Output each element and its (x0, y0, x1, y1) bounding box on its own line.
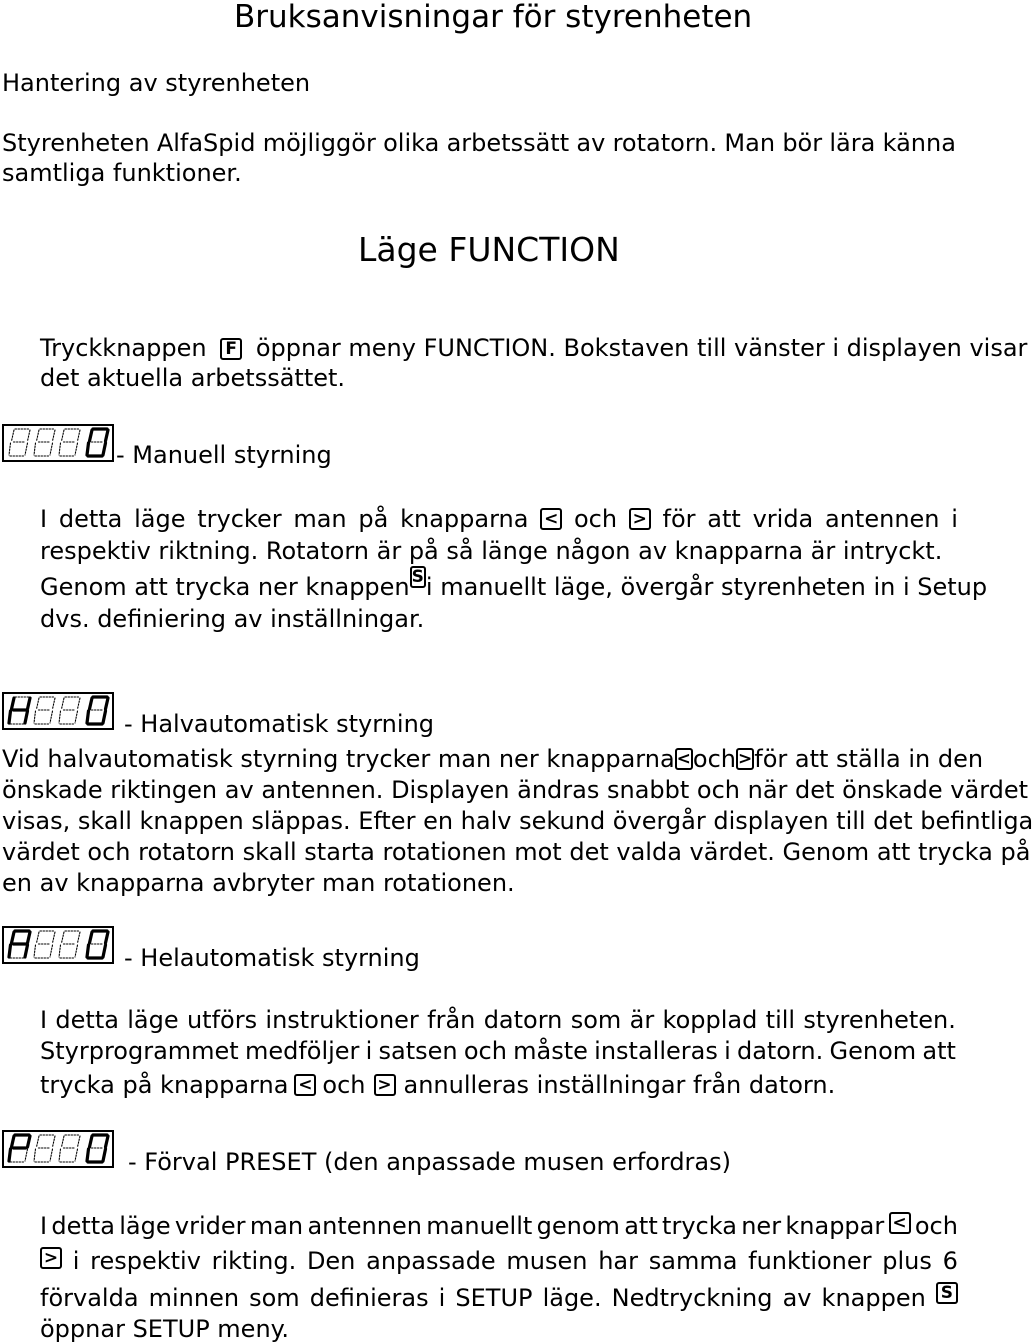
left-arrow-key-icon: < (294, 1074, 316, 1096)
display-digit-2 (34, 429, 55, 456)
function-line-1: Tryckknappen F öppnar meny FUNCTION. Bokstaven till vänster i displayen visar (40, 334, 1028, 362)
left-arrow-key-icon: < (540, 508, 562, 530)
section-heading: Hantering av styrenheten (2, 69, 311, 97)
display-digit-2 (34, 1135, 55, 1162)
preset-line-1: I detta läge vrider man antennen manuellt genom att trycka ner knappar < och (40, 1212, 958, 1240)
semi-label: - Halvautomatisk styrning (124, 710, 435, 738)
preset-label: - Förval PRESET (den anpassade musen erfordras) (128, 1148, 731, 1176)
display-digit-3 (59, 1135, 80, 1162)
page-title: Bruksanvisningar för styrenheten (234, 0, 753, 35)
manual-line-3: Genom att trycka ner knappen S i manuellt läge, övergår styrenheten in i Setup (40, 566, 988, 601)
semi-line-2: önskade riktingen av antennen. Displayen ändras snabbt och när det önskade värdet (2, 776, 1029, 804)
intro-line-1: Styrenheten AlfaSpid möjliggör olika arbetssätt av rotatorn. Man bör lära känna (2, 129, 956, 157)
preset-line-4: öppnar SETUP meny. (40, 1315, 290, 1343)
semi-line-3: visas, skall knappen släppas. Efter en halv sekund övergår displayen till det befintliga (2, 807, 1033, 835)
display-digit-4 (87, 931, 108, 958)
left-arrow-key-icon: < (676, 748, 691, 769)
f-key-icon: F (220, 338, 242, 360)
manual-line-4: dvs. definiering av inställningar. (40, 605, 425, 633)
display-digit-2 (34, 697, 55, 724)
display-digit-1 (9, 1135, 30, 1162)
intro-line-2: samtliga funktioner. (2, 159, 242, 187)
preset-display (2, 1130, 114, 1168)
display-digit-3 (59, 429, 80, 456)
display-digit-2 (34, 931, 55, 958)
auto-line-3: trycka på knapparna < och > annulleras inställningar från datorn. (40, 1071, 836, 1099)
display-digit-1 (9, 429, 30, 456)
left-arrow-key-icon: < (889, 1212, 911, 1234)
right-arrow-key-icon: > (40, 1247, 62, 1269)
s-key-icon: S (936, 1282, 958, 1304)
function-heading: Läge FUNCTION (358, 230, 620, 269)
preset-line-3: förvalda minnen som definieras i SETUP läge. Nedtryckning av knappen S (40, 1283, 958, 1313)
display-digit-4 (87, 1135, 108, 1162)
auto-display (2, 926, 114, 964)
manual-label: - Manuell styrning (116, 441, 332, 469)
right-arrow-key-icon: > (374, 1074, 396, 1096)
s-key-icon: S (411, 566, 424, 587)
auto-line-2: Styrprogrammet medföljer i satsen och måste installeras i datorn. Genom att (40, 1037, 956, 1065)
display-digit-1 (9, 697, 30, 724)
display-digit-3 (59, 931, 80, 958)
display-digit-3 (59, 697, 80, 724)
preset-line-2: > i respektiv rikting. Den anpassade musen har samma funktioner plus 6 (40, 1246, 958, 1276)
display-digit-4 (87, 697, 108, 724)
right-arrow-key-icon: > (738, 748, 753, 769)
manual-line-2: respektiv riktning. Rotatorn är på så länge någon av knapparna är intryckt. (40, 537, 943, 565)
manual-line-1: I detta läge trycker man på knapparna < och > för att vrida antennen i (40, 505, 958, 533)
semi-line-4: värdet och rotatorn skall starta rotationen mot det valda värdet. Genom att trycka på (2, 838, 1031, 866)
auto-label: - Helautomatisk styrning (124, 944, 420, 972)
manual-display (2, 424, 114, 462)
function-line-2: det aktuella arbetssättet. (40, 364, 346, 392)
auto-line-1: I detta läge utförs instruktioner från datorn som är kopplad till styrenheten. (40, 1006, 956, 1034)
display-digit-4 (87, 429, 108, 456)
semi-line-1: Vid halvautomatisk styrning trycker man ner knapparna < och > för att ställa in den (2, 745, 984, 773)
semi-display (2, 692, 114, 730)
right-arrow-key-icon: > (629, 508, 651, 530)
semi-line-5: en av knapparna avbryter man rotationen. (2, 869, 515, 897)
display-digit-1 (9, 931, 30, 958)
